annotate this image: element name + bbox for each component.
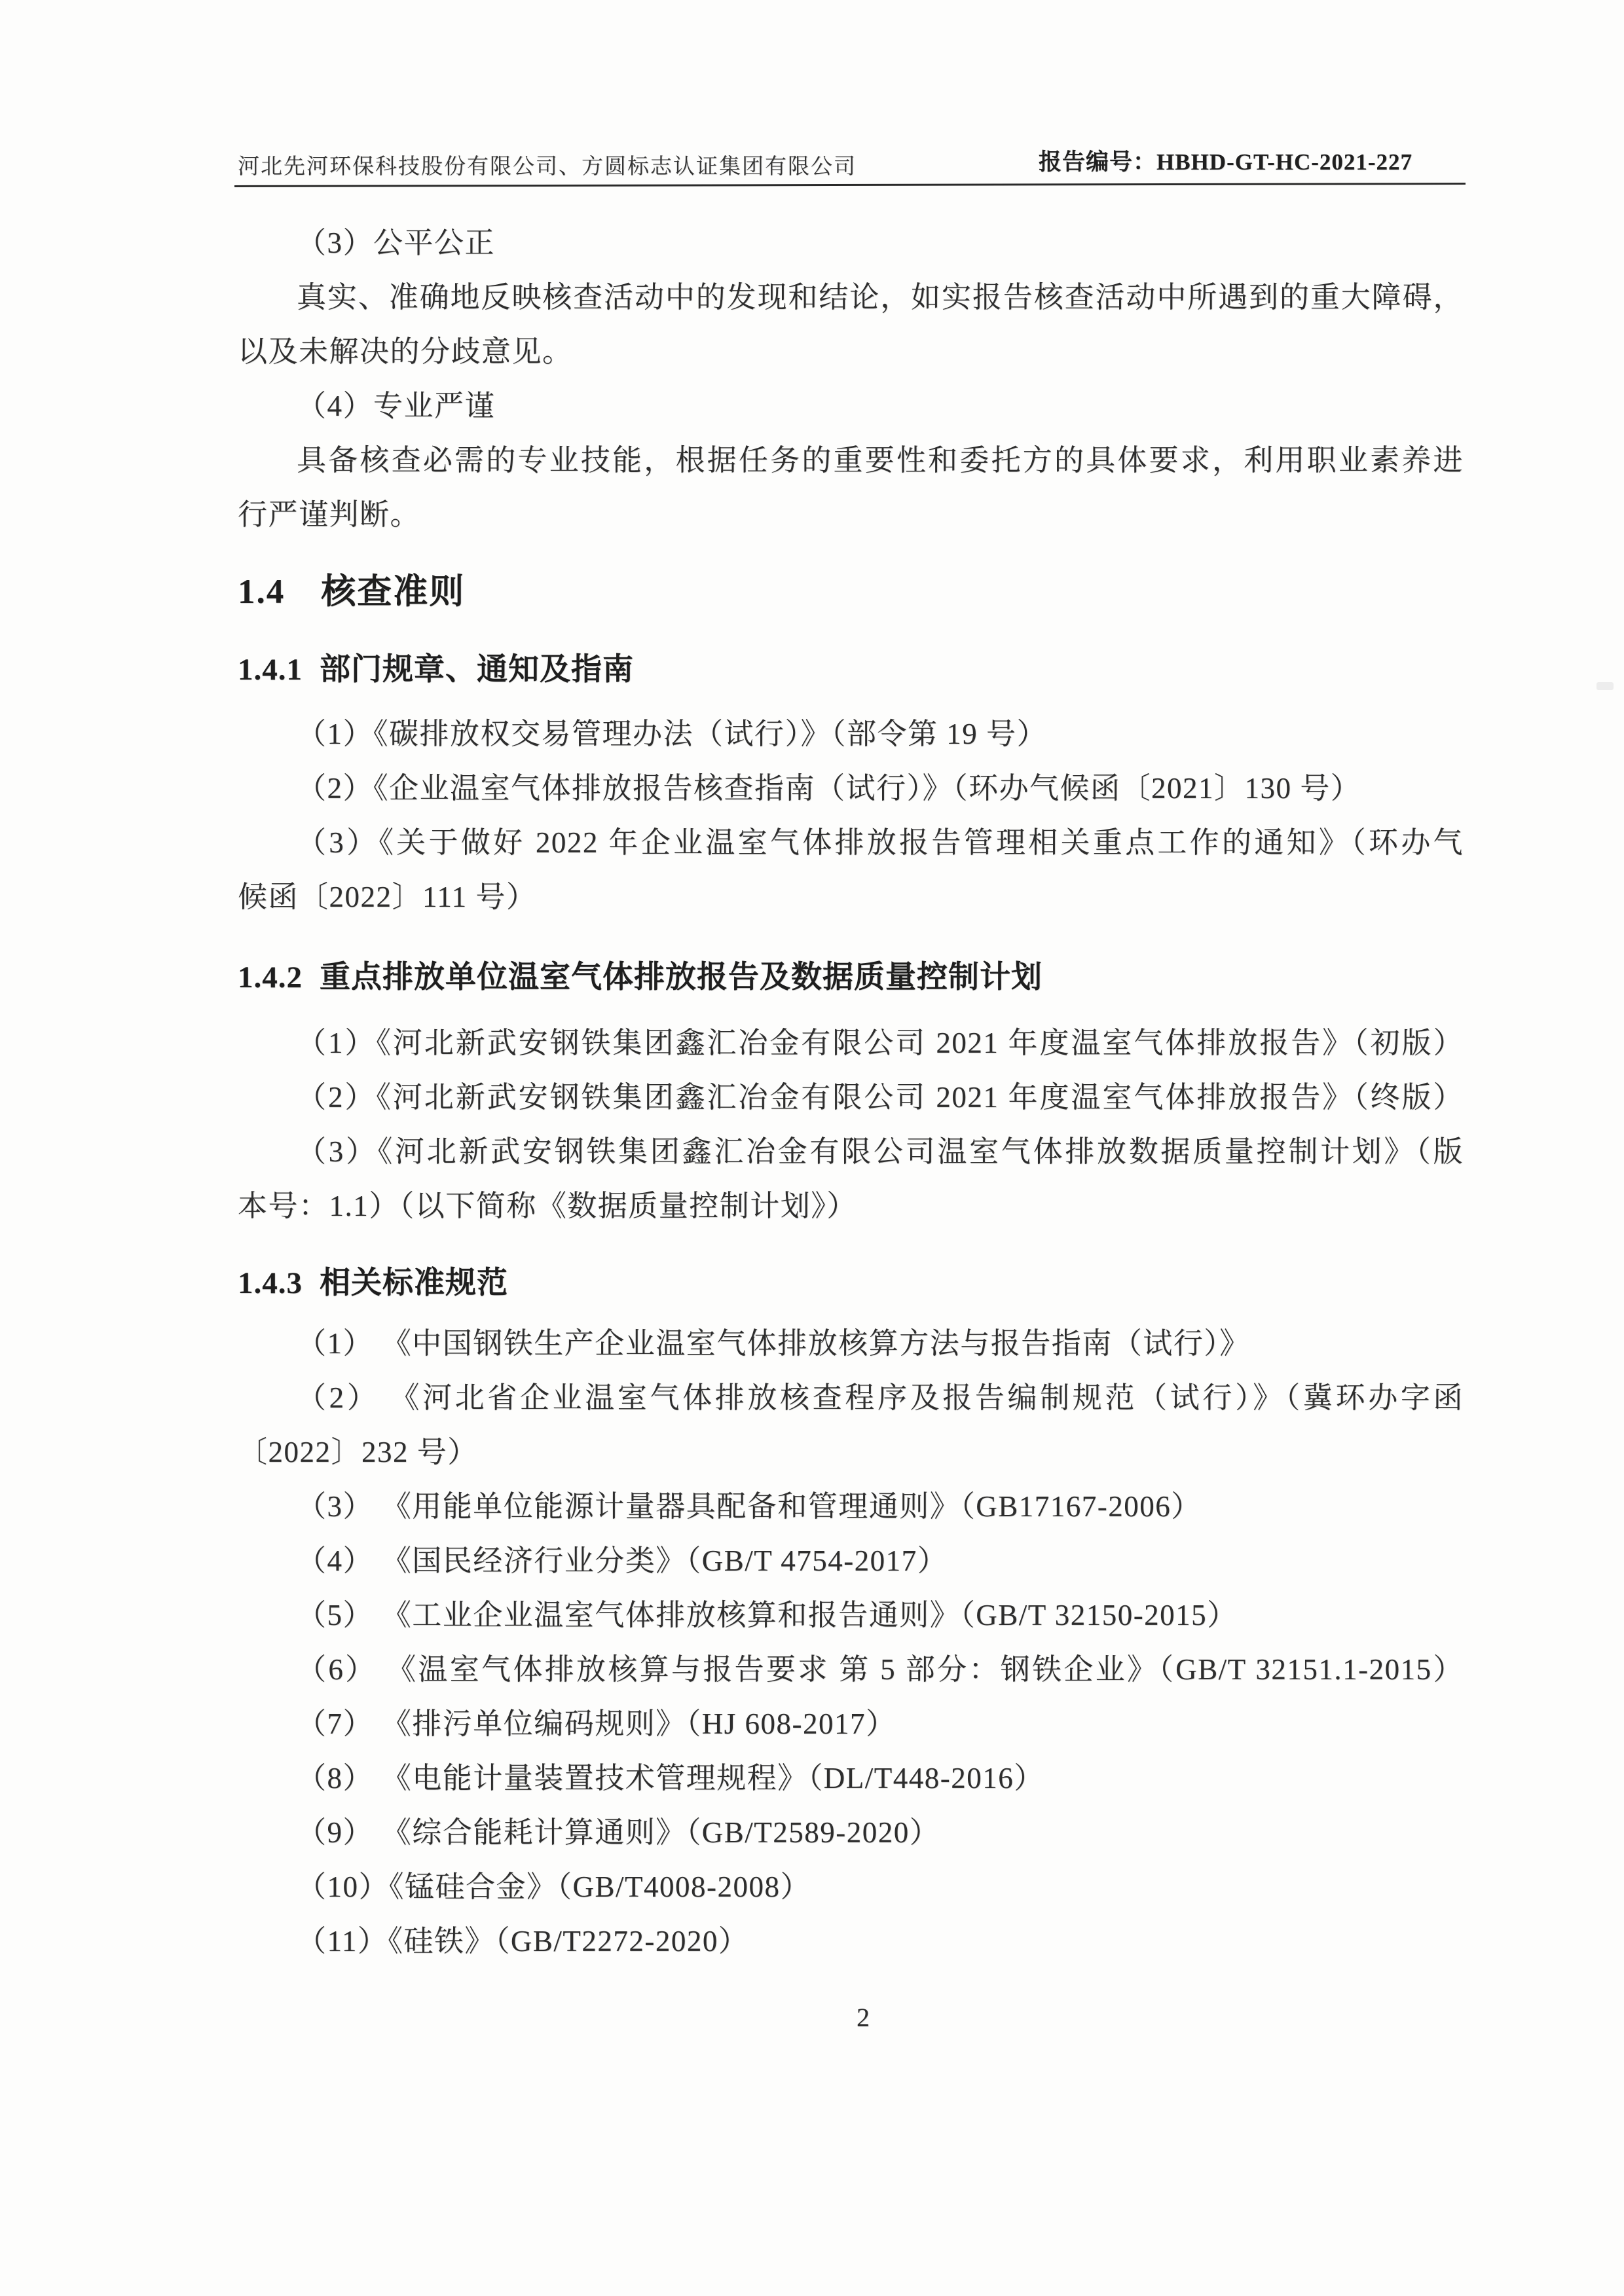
list-item: （3） 《用能单位能源计量器具配备和管理通则》（GB17167-2006） — [297, 1490, 1202, 1523]
section-number: 1.4.1 — [238, 653, 303, 687]
list-item: （11）《硅铁》（GB/T2272-2020） — [297, 1925, 749, 1958]
section-heading-1-4-3 — [238, 1251, 1464, 1315]
header-company-names: 河北先河环保科技股份有限公司、方圆标志认证集团有限公司 — [238, 155, 857, 179]
list-item: （4） 《国民经济行业分类》（GB/T 4754-2017） — [297, 1544, 948, 1577]
list-item: （9） 《综合能耗计算通则》（GB/T2589-2020） — [297, 1816, 940, 1849]
paragraph-line: 具备核查必需的专业技能，根据任务的重要性和委托方的具体要求，利用职业素养进 — [297, 444, 1464, 477]
list-item: （6） 《温室气体排放核算与报告要求 第 5 部分：钢铁企业》（GB/T 32151.1-2015） — [297, 1653, 1464, 1686]
list-item: （10）《锰硅合金》（GB/T4008-2008） — [297, 1870, 811, 1903]
paragraph-line: 行严谨判断。 — [238, 498, 421, 531]
section-title: 相关标准规范 — [320, 1266, 508, 1300]
section-title: 重点排放单位温室气体排放报告及数据质量控制计划 — [320, 960, 1043, 994]
list-item: （8） 《电能计量装置技术管理规程》（DL/T448-2016） — [297, 1762, 1044, 1795]
page-number: 2 — [857, 2003, 870, 2032]
list-item: （5） 《工业企业温室气体排放核算和报告通则》（GB/T 32150-2015） — [297, 1599, 1238, 1631]
list-item: （2） 《河北省企业温室气体排放核查程序及报告编制规范（试行）》（冀环办字函 — [297, 1381, 1464, 1414]
list-item-continuation: 候函〔2022〕111 号） — [238, 881, 537, 913]
section-number: 1.4.3 — [238, 1266, 303, 1300]
section-heading-1-4 — [238, 559, 1464, 625]
principle-3-title: （3）公平公正 — [297, 227, 496, 259]
section-heading-1-4-1 — [238, 638, 1464, 702]
scan-artifact — [1596, 682, 1614, 690]
section-number: 1.4 — [238, 573, 286, 611]
list-item: （2）《河北新武安钢铁集团鑫汇冶金有限公司 2021 年度温室气体排放报告》（终版） — [297, 1081, 1464, 1114]
list-item: （1）《碳排放权交易管理办法（试行）》（部令第 19 号） — [297, 718, 1048, 750]
list-item: （1） 《中国钢铁生产企业温室气体排放核算方法与报告指南（试行）》 — [297, 1327, 1250, 1360]
list-item: （2）《企业温室气体排放报告核查指南（试行）》（环办气候函〔2021〕130 号） — [297, 772, 1361, 805]
list-item: （7） 《排污单位编码规则》（HJ 608-2017） — [297, 1707, 896, 1740]
section-title: 部门规章、通知及指南 — [320, 653, 634, 687]
document-body — [238, 0, 1464, 1969]
list-item: （3）《河北新武安钢铁集团鑫汇冶金有限公司温室气体排放数据质量控制计划》（版 — [297, 1135, 1464, 1168]
header-report-number: 报告编号：HBHD-GT-HC-2021-227 — [1039, 149, 1413, 175]
paragraph-line: 以及未解决的分歧意见。 — [238, 335, 573, 368]
section-heading-1-4-2 — [238, 945, 1464, 1010]
section-title: 核查准则 — [321, 573, 466, 611]
paragraph-line: 真实、准确地反映核查活动中的发现和结论，如实报告核查活动中所遇到的重大障碍， — [297, 281, 1464, 314]
list-item-continuation: 本号：1.1）（以下简称《数据质量控制计划》） — [238, 1190, 857, 1222]
list-item-continuation: 〔2022〕232 号） — [238, 1436, 478, 1468]
section-number: 1.4.2 — [238, 960, 303, 994]
list-item: （3）《关于做好 2022 年企业温室气体排放报告管理相关重点工作的通知》（环办气 — [297, 826, 1464, 859]
principle-4-title: （4）专业严谨 — [297, 390, 496, 422]
list-item: （1）《河北新武安钢铁集团鑫汇冶金有限公司 2021 年度温室气体排放报告》（初版） — [297, 1027, 1464, 1059]
